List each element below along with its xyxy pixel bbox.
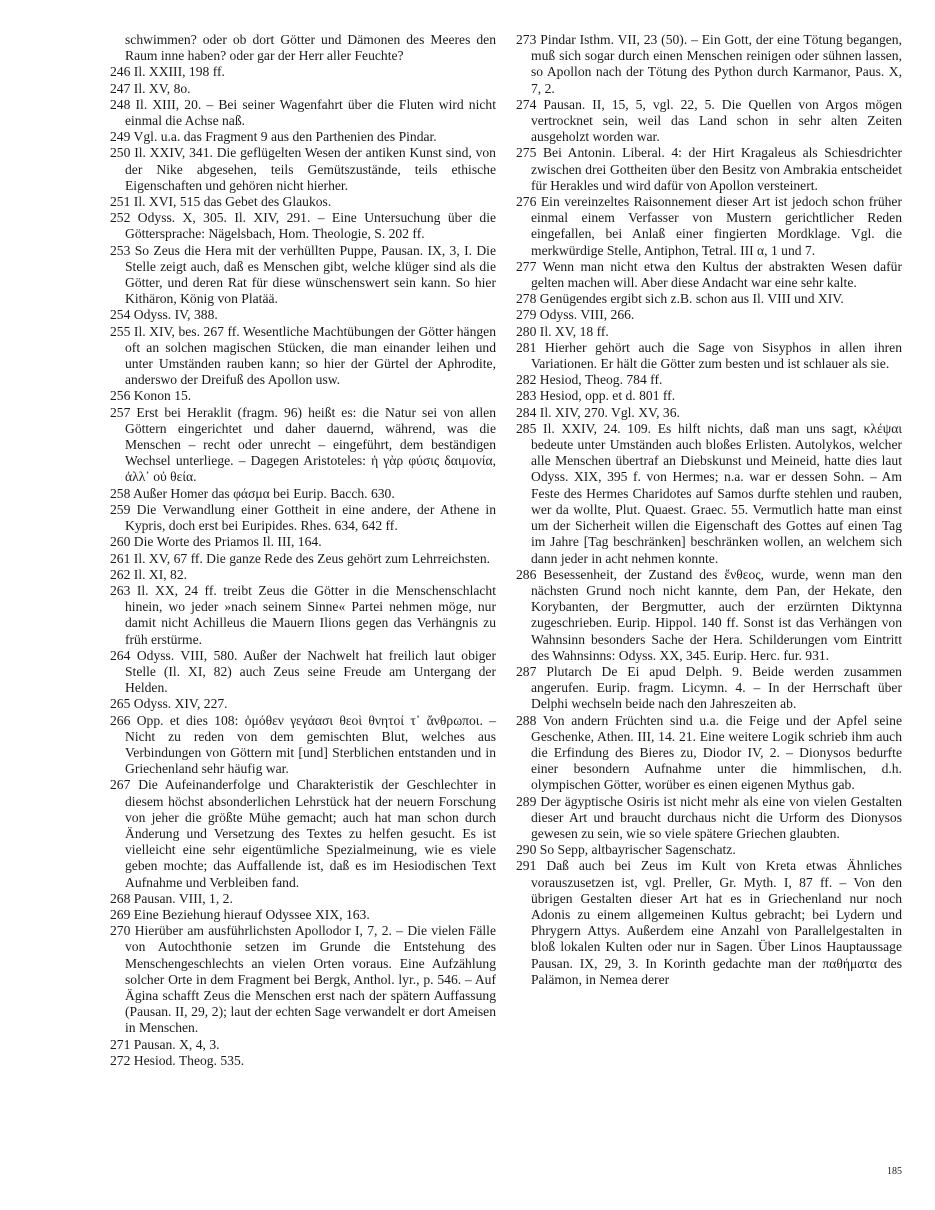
endnote-text: Plutarch De Ei apud Delph. 9. Beide werden zusammen angerufen. Eurip. fragm. Licymn. 4. – In der Herrschaft über Delphi wechseln beide nach den Jahreszeiten ab. (531, 663, 902, 712)
endnote-text: Daß auch bei Zeus im Kult von Kreta etwas Ähnliches vorauszusetzen ist, vgl. Preller, Gr. Myth. I, 87 ff. – Von den übrigen Gestalten dieser Art hat es in Griechenland nur noch Adonis zu einem allgemeinen Kultus gebracht; bei Lydern und Phrygern Attys. Außerdem eine Anzahl von Parallelgestalten in bloß lokalen Kulten oder nur in Sagen. Über Linos Hauptaussage Pausan. IX, 29, 3. In Korinth gedachte man der παθήματα des Palämon, in Nemea derer (531, 858, 903, 987)
endnote-number: 247 (110, 80, 131, 96)
endnote-text: Hesiod, opp. et d. 801 ff. (539, 388, 676, 404)
endnote-number: 283 (516, 388, 537, 404)
page-number: 185 (887, 1166, 902, 1177)
endnote (516, 324, 902, 340)
endnote-text: Il. XX, 24 ff. treibt Zeus die Götter in die Menschenschlacht hinein, wo jeder »nach seinem Sinne« Partei nehmen möge, nur damit nicht Achilleus die Mauern Ilions gegen das Verhängnis zu früh erstürme. (125, 582, 496, 647)
endnote-number: 246 (110, 64, 131, 80)
endnote-number: 249 (110, 129, 131, 145)
endnote-number: 263 (110, 582, 131, 598)
endnote-text: Hesiod, Theog. 784 ff. (539, 372, 663, 388)
endnote-number: 270 (110, 923, 131, 939)
endnote (516, 291, 902, 307)
endnote-text: Der ägyptische Osiris ist nicht mehr als eine von vielen Gestalten dieser Art und braucht durchaus nicht die Urform des Dionysos gewesen zu sein, wie so viele spätere Griechen glaubten. (531, 793, 902, 841)
endnote-number: 267 (110, 777, 131, 793)
endnote (516, 664, 902, 713)
endnote-number: 273 (516, 32, 537, 47)
endnote-text: Besessenheit, der Zustand des ἔνθεος, wurde, wenn man den nächsten Grund noch nicht kannte, dem Pan, der Hekate, den Korybanten, der Bergmutter, auch der erzürnten Diktynna zugeschrieben. Eurip. Hippol. 140 ff. Sonst ist das Verhängen von Wahnsinn besonders Sache der Hera. Schilderungen vom Eintritt des Wahnsinns: Odyss. XX, 345. Eurip. Herc. fur. 931. (531, 566, 902, 663)
endnote (110, 97, 496, 129)
endnote-text: Ein vereinzeltes Raisonnement dieser Art ist jedoch schon früher einmal einem Verfasser von Mustern gerichtlicher Reden eingefallen, bei Anlaß einer fingierten Mordklage. Vgl. die merkwürdige Stelle, Antiphon, Tetral. III α, 1 und 7. (531, 194, 902, 258)
endnote-text: Il. XV, 18 ff. (539, 323, 609, 339)
endnote-number: 289 (516, 793, 537, 809)
endnote (110, 534, 496, 550)
endnote-number: 255 (110, 323, 131, 339)
endnote-number: 257 (110, 404, 131, 420)
endnote-text: Opp. et dies 108: ὁμόθεν γεγάασι θεοὶ θνητοί τ᾽ ἄνθρωποι. – Nicht zu reden von dem gemischten Blut, welches aus Verbindungen von Göttern mit [und] Sterblichen entstanden und in Griechenland sehr häufig war. (125, 712, 496, 777)
endnote (110, 405, 496, 486)
endnote-number: 259 (110, 501, 131, 517)
endnote (110, 567, 496, 583)
endnote-number: 254 (110, 307, 131, 323)
endnote-number: 264 (110, 647, 131, 663)
endnote (516, 259, 902, 291)
endnote-number: 250 (110, 145, 131, 161)
endnote (110, 891, 496, 907)
endnote-number: 265 (110, 696, 131, 712)
endnote-text: Von andern Früchten sind u.a. die Feige und der Apfel seine Geschenke, Athen. III, 14. 21. Eine weitere Logik schrieb ihm auch die Erfindung des Bieres zu, Diodor IV, 2. – Dionysos bedurfte einer besondern Aufnahme unter die himmlischen, d.h. olympischen Götter, worüber es einen eigenen Mythus gab. (531, 712, 902, 793)
endnote-number: 258 (110, 485, 131, 501)
endnote-text: Il. XV, 8o. (133, 80, 191, 96)
endnote (110, 777, 496, 890)
endnote (110, 210, 496, 242)
endnote-text: So Zeus die Hera mit der verhüllten Puppe, Pausan. IX, 3, I. Die Stelle zeigt auch, daß es Menschen gibt, welche klüger sind als die Götter, und deren Rat für diese wünschenswert sein kann. So hier Kithäron, König von Platää. (125, 242, 496, 307)
endnote (110, 713, 496, 778)
endnote-text: Eine Beziehung hierauf Odyssee XIX, 163. (133, 906, 370, 922)
endnote-number: 286 (516, 566, 537, 582)
endnote (110, 307, 496, 323)
endnote-number: 260 (110, 534, 131, 550)
endnote (110, 551, 496, 567)
endnote-text: Il. XIV, 270. Vgl. XV, 36. (539, 404, 680, 420)
endnote-text: Wenn man nicht etwa den Kultus der abstrakten Wesen dafür gelten machen will. Aber diese Andacht war eine sehr kalte. (531, 258, 902, 291)
endnote-text: Vgl. u.a. das Fragment 9 aus den Parthenien des Pindar. (133, 129, 437, 145)
endnote (110, 502, 496, 534)
endnote-text: Il. XXIII, 198 ff. (133, 64, 225, 80)
endnote-text: Hierher gehört auch die Sage von Sisyphos in allen ihren Variationen. Er hält die Götter zum besten und ist schlauer als sie. (531, 339, 902, 372)
endnote (110, 64, 496, 80)
endnote-text: Genügendes ergibt sich z.B. schon aus Il. VIII und XIV. (539, 291, 844, 307)
endnote-number: 277 (516, 258, 537, 274)
endnote-number: 251 (110, 194, 131, 210)
endnote-text: Hesiod. Theog. 535. (133, 1052, 245, 1068)
endnote-text: schwimmen? oder ob dort Götter und Dämonen des Meeres den Raum inne haben? oder gar der Herr aller Feuchte? (125, 32, 496, 64)
endnote-number: 269 (110, 906, 131, 922)
endnotes-right-column (516, 32, 902, 988)
endnote (516, 97, 902, 146)
endnote-text: Erst bei Heraklit (fragm. 96) heißt es: die Natur sei von allen Göttern eingerichtet und daher dauernd, während, was die Menschen – recht oder unrecht – eingeführt, dem beständigen Wechsel unterliege. – Dagegen Aristoteles: ἡ γὰρ φύσις δαιμονία, ἀλλ᾽ οὐ θεία. (125, 404, 496, 485)
endnote-number: 248 (110, 96, 131, 112)
endnote-text: Pausan. VIII, 1, 2. (133, 890, 233, 906)
endnote (516, 567, 902, 664)
endnote-number: 272 (110, 1052, 131, 1068)
endnote (516, 858, 902, 988)
endnote-number: 279 (516, 307, 537, 323)
endnote-number: 252 (110, 210, 131, 226)
endnote (516, 194, 902, 259)
endnote (110, 129, 496, 145)
endnote-number: 287 (516, 663, 537, 679)
endnote (516, 340, 902, 372)
endnote (110, 243, 496, 308)
endnote (110, 145, 496, 194)
endnote-text: Odyss. X, 305. Il. XIV, 291. – Eine Untersuchung über die Göttersprache: Nägelsbach, Hom. Theologie, S. 202 ff. (125, 210, 497, 242)
endnote (516, 388, 902, 404)
endnote-number: 276 (516, 194, 537, 210)
endnote (516, 842, 902, 858)
endnote-text: Hierüber am ausführlichsten Apollodor I, 7, 2. – Die vielen Fälle von Autochthonie setzen im Grunde die Entstehung des Menschengeschlechts an vielen Orten voraus. Eine Aufzählung solcher Orte in dem Fragment bei Bergk, Anthol. lyr., p. 546. – Auf Ägina schafft Zeus die Menschen erst nach der spätern Auffassung (Pausan. II, 29, 2); laut der echten Sage verwandelt er dort Ameisen in Menschen. (125, 923, 496, 1036)
endnote-text: Odyss. XIV, 227. (133, 696, 228, 712)
endnote-number: 288 (516, 712, 537, 728)
endnote-number: 253 (110, 242, 131, 258)
endnote-text: Die Verwandlung einer Gottheit in eine andere, der Athene in Kypris, doch erst bei Euripides. Rhes. 634, 642 ff. (125, 501, 496, 534)
endnote (110, 1037, 496, 1053)
endnote (516, 307, 902, 323)
endnote-text: Odyss. VIII, 580. Außer der Nachwelt hat freilich laut obiger Stelle (Il. XI, 82) auch Zeus seine Freude am Untergang der Helden. (125, 647, 496, 696)
endnote (110, 583, 496, 648)
endnote-text: Odyss. IV, 388. (133, 307, 218, 323)
endnote (110, 648, 496, 697)
endnote (110, 907, 496, 923)
endnote-text: Bei Antonin. Liberal. 4: der Hirt Kragaleus als Schiesdrichter zwischen drei Gottheiten über den Besitz von Ambrakia entscheidet für Herakles und wird dafür von Apollon versteinert. (531, 145, 902, 193)
endnote-number: 284 (516, 404, 537, 420)
endnote-number: 275 (516, 145, 537, 161)
endnote-text: Außer Homer das φάσμα bei Eurip. Bacch. 630. (133, 485, 395, 501)
endnote-text: So Sepp, altbayrischer Sagenschatz. (539, 842, 736, 858)
endnote (516, 405, 902, 421)
endnote (110, 81, 496, 97)
endnote-number: 291 (516, 858, 537, 874)
endnote (110, 923, 496, 1036)
endnote-text: Odyss. VIII, 266. (539, 307, 635, 323)
endnote-number: 266 (110, 712, 131, 728)
endnote-number: 280 (516, 323, 537, 339)
endnote-text: Die Worte des Priamos Il. III, 164. (133, 534, 322, 550)
endnote (110, 696, 496, 712)
endnote-text: Il. XXIV, 341. Die geflügelten Wesen der antiken Kunst sind, von der Nike abgesehen, teils Gemütszustände, teils ethische Eigenschaften und gehören nicht hierher. (125, 145, 496, 193)
endnote-text: Il. XIV, bes. 267 ff. Wesentliche Machtübungen der Götter hängen oft an solchen magischen Stücken, die man einander leihen und unter Umständen rauben kann; so hier der Gürtel der Aphrodite, anderswo der Dreifuß des Apollon usw. (125, 323, 496, 388)
endnote (516, 32, 902, 97)
endnote (110, 388, 496, 404)
endnote (516, 372, 902, 388)
endnote (516, 145, 902, 194)
endnote-text: Die Aufeinanderfolge und Charakteristik der Geschlechter in diesem höchst absonderlichen Lehrstück hat der neuern Forschung von jeher die größte Mühe gemacht; auch hat man schon durch Änderung und Versetzung des Textes zu helfen gesucht. Es ist vielleicht eine sehr eigentümliche Spezialmeinung, wie es viele geben mochte; das Auffallende ist, daß es im Hesiodischen Text Aufnahme und Verbleiben fand. (125, 777, 496, 890)
endnote-text: Pausan. X, 4, 3. (133, 1036, 220, 1052)
endnote-number: 281 (516, 339, 537, 355)
endnote-number: 274 (516, 96, 537, 112)
endnote (110, 324, 496, 389)
endnote-text: Il. XV, 67 ff. Die ganze Rede des Zeus gehört zum Lehrreichsten. (133, 550, 491, 566)
endnote (110, 1053, 496, 1069)
endnote-number: 271 (110, 1036, 131, 1052)
endnote-number: 278 (516, 291, 537, 307)
endnote (110, 486, 496, 502)
endnote-text: Il. XIII, 20. – Bei seiner Wagenfahrt über die Fluten wird nicht einmal die Achse naß. (125, 96, 496, 129)
endnote-text: Konon 15. (133, 388, 192, 404)
endnote (516, 713, 902, 794)
endnote-number: 268 (110, 890, 131, 906)
endnote (110, 194, 496, 210)
endnote-number: 285 (516, 420, 537, 436)
endnote-text: Il. XI, 82. (133, 566, 188, 582)
endnote-text: Pindar Isthm. VII, 23 (50). – Ein Gott, der eine Tötung begangen, muß sich sogar durch einen Menschen reinigen oder sühnen lassen, so Apollon nach der Tötung des Python durch Karmanor, Paus. X, 7, 2. (531, 32, 902, 96)
endnote-text: Pausan. II, 15, 5, vgl. 22, 5. Die Quellen von Argos mögen vertrocknet sein, weil das Land schon in sehr alten Zeiten ausgeholzt worden war. (531, 96, 902, 145)
endnote (516, 794, 902, 843)
endnote-number: 282 (516, 372, 537, 388)
endnote-number: 262 (110, 566, 131, 582)
endnote (516, 421, 902, 567)
endnote-number: 256 (110, 388, 131, 404)
endnote-text: Il. XXIV, 24. 109. Es hilft nichts, daß man uns sagt, κλέψαι bedeute unter Umständen auch bloßes Erlisten. Autolykos, welcher alle Menschen übertraf an Diebskunst und Meineid, hatte dies laut Odyss. XIX, 395 f. von Hermes; n.a. war er dessen Sohn. – Am Feste des Hermes Charidotes auf Samos durfte stehlen und rauben, wer da wollte, Plut. Quaest. Graec. 55. Vermutlich hatte man einst um der Sicherheit willen die Eigenschaft des Gottes auf einen Tag im Jahre [Tag beschränken] beschränken wollen, an welchem sich dann jeder in acht nehmen konnte. (531, 420, 902, 566)
endnotes-left-column (110, 32, 496, 1069)
endnote-number: 261 (110, 550, 131, 566)
endnote-number: 290 (516, 842, 537, 858)
endnote (110, 32, 496, 64)
endnote-text: Il. XVI, 515 das Gebet des Glaukos. (133, 194, 332, 210)
